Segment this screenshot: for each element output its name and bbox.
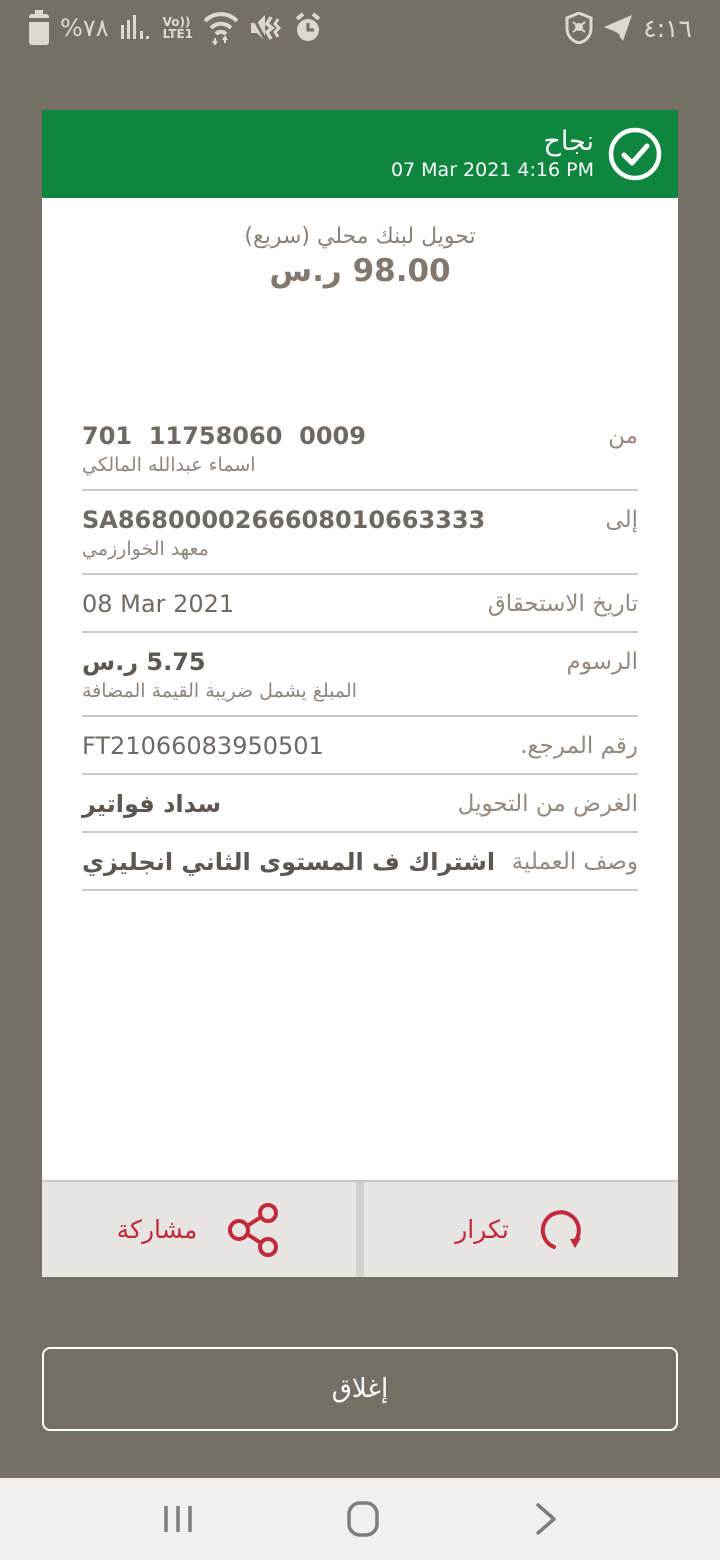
shield-icon <box>565 12 593 44</box>
signal-icon <box>119 11 153 45</box>
field-fees-vat-note: المبلغ يشمل ضريبة القيمة المضافة <box>82 680 357 702</box>
field-fees-label: الرسوم <box>566 649 638 675</box>
status-bar-right <box>565 12 692 44</box>
field-fees-value-block <box>82 646 357 704</box>
back-button[interactable] <box>530 1500 560 1538</box>
android-nav-bar <box>0 1478 720 1560</box>
success-title: نجاح <box>543 126 594 157</box>
home-icon <box>346 1500 380 1538</box>
field-from-account: 701 11758060 0009 <box>82 422 366 450</box>
transfer-type-title: تحويل لبنك محلي (سريع) <box>244 224 476 249</box>
transfer-amount: 98.00 ر.س <box>269 253 451 289</box>
success-header-text <box>391 126 594 182</box>
field-purpose-value: سداد فواتير <box>82 790 222 818</box>
wifi-icon <box>203 11 239 45</box>
volte-line2: LTE1 <box>162 27 193 41</box>
field-description-label: وصف العملية <box>511 849 638 875</box>
field-reference-value-block <box>82 730 324 762</box>
success-header <box>42 110 678 198</box>
share-button[interactable] <box>42 1182 356 1277</box>
share-label: مشاركة <box>116 1215 198 1244</box>
success-datetime: 07 Mar 2021 4:16 PM <box>390 159 594 181</box>
receipt-dialog <box>42 110 678 1277</box>
field-fees-value: 5.75 ر.س <box>82 648 206 676</box>
battery-icon <box>28 10 50 46</box>
share-icon <box>225 1203 281 1257</box>
field-to-label: إلى <box>605 507 638 533</box>
field-purpose-label: الغرض من التحويل <box>457 791 638 817</box>
recents-icon <box>160 1501 196 1537</box>
field-reference-value: FT21066083950501 <box>82 732 324 760</box>
battery-percent: %٧٨ <box>60 14 109 42</box>
field-to-name: معهد الخوارزمي <box>82 538 209 560</box>
field-reference <box>82 717 638 775</box>
field-from <box>82 407 638 491</box>
recents-button[interactable] <box>160 1501 196 1537</box>
field-fees <box>82 633 638 717</box>
field-due-date-value-block <box>82 588 234 620</box>
status-bar <box>0 0 720 56</box>
close-button[interactable]: إغلاق <box>42 1347 678 1431</box>
success-check-icon <box>608 127 662 181</box>
action-bar <box>42 1180 678 1277</box>
status-bar-left <box>28 10 325 46</box>
volte-line1: Vo)) <box>162 15 191 29</box>
receipt-body <box>42 224 678 891</box>
paper-plane-icon <box>603 14 633 42</box>
field-from-value-block <box>82 420 366 478</box>
mute-vibrate-icon <box>249 11 281 45</box>
repeat-button[interactable] <box>364 1182 678 1277</box>
receipt-fields <box>82 407 638 891</box>
field-due-date-value: 08 Mar 2021 <box>82 590 235 618</box>
volte-indicator <box>163 16 193 40</box>
field-from-name: اسماء عبدالله المالكي <box>82 454 256 476</box>
repeat-icon <box>537 1205 587 1255</box>
field-to-iban: SA8680000266608010663333 <box>82 506 486 534</box>
field-reference-label: رقم المرجع. <box>520 733 638 759</box>
field-purpose-value-block <box>82 788 221 820</box>
repeat-label: تكرار <box>455 1215 509 1244</box>
field-to-value-block <box>82 504 485 562</box>
field-description-value: اشتراك ف المستوى الثاني انجليزي <box>82 848 496 876</box>
field-due-date-label: تاريخ الاستحقاق <box>487 591 638 617</box>
back-icon <box>530 1500 560 1538</box>
field-description <box>82 833 638 891</box>
status-time: ٤:١٦ <box>643 13 692 43</box>
field-purpose <box>82 775 638 833</box>
field-from-label: من <box>608 423 638 449</box>
field-description-value-block <box>82 846 495 878</box>
field-due-date <box>82 575 638 633</box>
home-button[interactable] <box>346 1500 380 1538</box>
alarm-icon <box>291 11 325 45</box>
field-to <box>82 491 638 575</box>
